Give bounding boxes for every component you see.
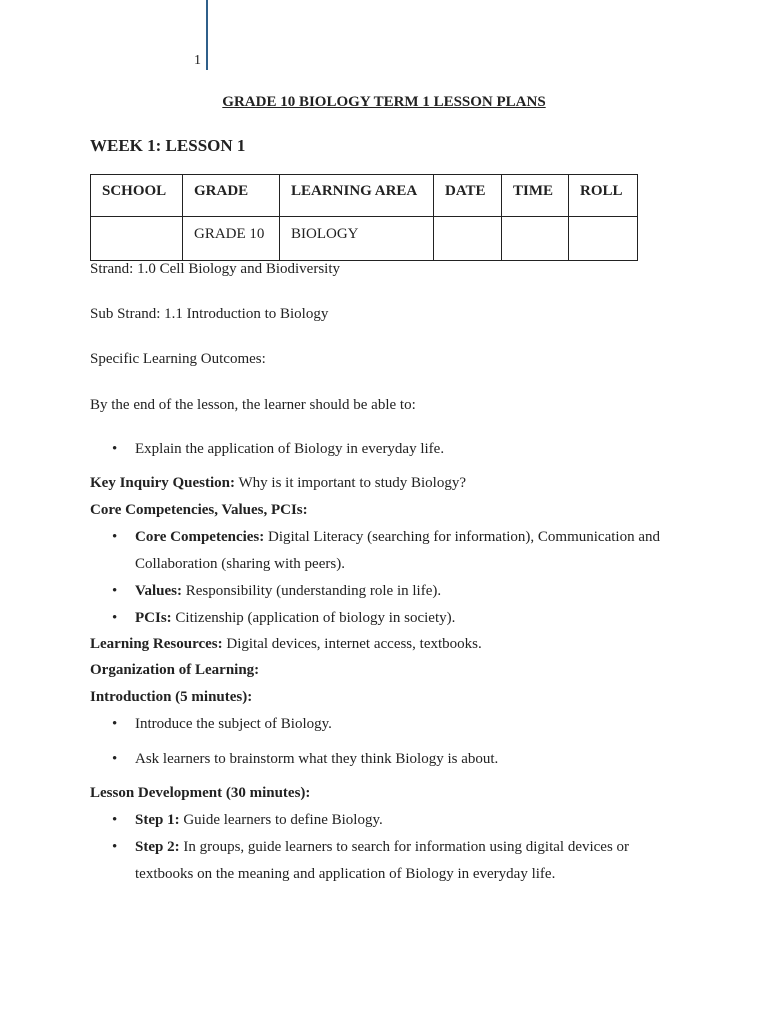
page-number: 1	[194, 53, 201, 68]
introduction-item: Ask learners to brainstorm what they think Biology is about.	[135, 751, 499, 767]
bullet-icon: •	[112, 583, 118, 599]
bullet-icon: •	[112, 716, 118, 732]
key-inquiry-text: Why is it important to study Biology?	[235, 475, 467, 491]
key-inquiry-label: Key Inquiry Question:	[90, 475, 236, 491]
document-title: GRADE 10 BIOLOGY TERM 1 LESSON PLANS	[222, 94, 546, 110]
header-rule	[206, 0, 208, 70]
learning-resources-label: Learning Resources:	[90, 636, 223, 652]
development-step	[135, 834, 675, 888]
table-cell: GRADE 10	[183, 217, 280, 261]
key-inquiry-line	[90, 475, 466, 492]
table-cell	[569, 217, 638, 261]
competency-text: Responsibility (understanding role in life).	[181, 583, 442, 599]
sub-strand-line: Sub Strand: 1.1 Introduction to Biology	[90, 306, 329, 322]
competency-text: Digital Literacy (searching for information), Communication and Collaboration (sharing with peers).	[135, 529, 660, 572]
table-cell: BIOLOGY	[280, 217, 434, 261]
table-header-cell: GRADE	[183, 175, 280, 217]
competencies-heading: Core Competencies, Values, PCIs:	[90, 502, 308, 518]
organization-heading: Organization of Learning:	[90, 662, 260, 678]
table-header-cell: LEARNING AREA	[280, 175, 434, 217]
competency-item	[135, 605, 675, 632]
competency-label: Core Competencies:	[135, 529, 265, 545]
introduction-item: Introduce the subject of Biology.	[135, 716, 332, 732]
bullet-icon: •	[112, 610, 118, 626]
bullet-icon: •	[112, 441, 118, 457]
table-header-cell: SCHOOL	[91, 175, 183, 217]
step-text: In groups, guide learners to search for information using digital devices or textbooks on the meaning and application of Biology in everyday life.	[135, 839, 630, 882]
table-header-cell: DATE	[434, 175, 502, 217]
bullet-icon: •	[112, 839, 118, 855]
introduction-heading: Introduction (5 minutes):	[90, 689, 253, 705]
slo-item: Explain the application of Biology in everyday life.	[135, 441, 445, 457]
week-heading: WEEK 1: LESSON 1	[90, 136, 246, 155]
learning-resources-line	[90, 636, 482, 653]
competency-label: PCIs:	[135, 610, 172, 626]
table-header-row	[91, 175, 638, 217]
slo-heading: Specific Learning Outcomes:	[90, 351, 266, 367]
bullet-icon: •	[112, 751, 118, 767]
table-cell	[434, 217, 502, 261]
development-heading: Lesson Development (30 minutes):	[90, 785, 311, 801]
strand-line: Strand: 1.0 Cell Biology and Biodiversity	[90, 261, 340, 277]
learning-resources-text: Digital devices, internet access, textbooks.	[222, 636, 482, 652]
slo-intro: By the end of the lesson, the learner should be able to:	[90, 397, 416, 413]
table-row	[91, 217, 638, 261]
bullet-icon: •	[112, 812, 118, 828]
lesson-info-table	[90, 174, 638, 261]
step-label: Step 2:	[135, 839, 180, 855]
competency-item	[135, 578, 675, 605]
competency-text: Citizenship (application of biology in society).	[171, 610, 456, 626]
bullet-icon: •	[112, 529, 118, 545]
table-header-cell: TIME	[502, 175, 569, 217]
table-header-cell: ROLL	[569, 175, 638, 217]
competency-item	[135, 524, 675, 578]
step-label: Step 1:	[135, 812, 180, 828]
development-step	[135, 807, 675, 834]
table-cell	[502, 217, 569, 261]
step-text: Guide learners to define Biology.	[179, 812, 383, 828]
table-cell	[91, 217, 183, 261]
competency-label: Values:	[135, 583, 182, 599]
